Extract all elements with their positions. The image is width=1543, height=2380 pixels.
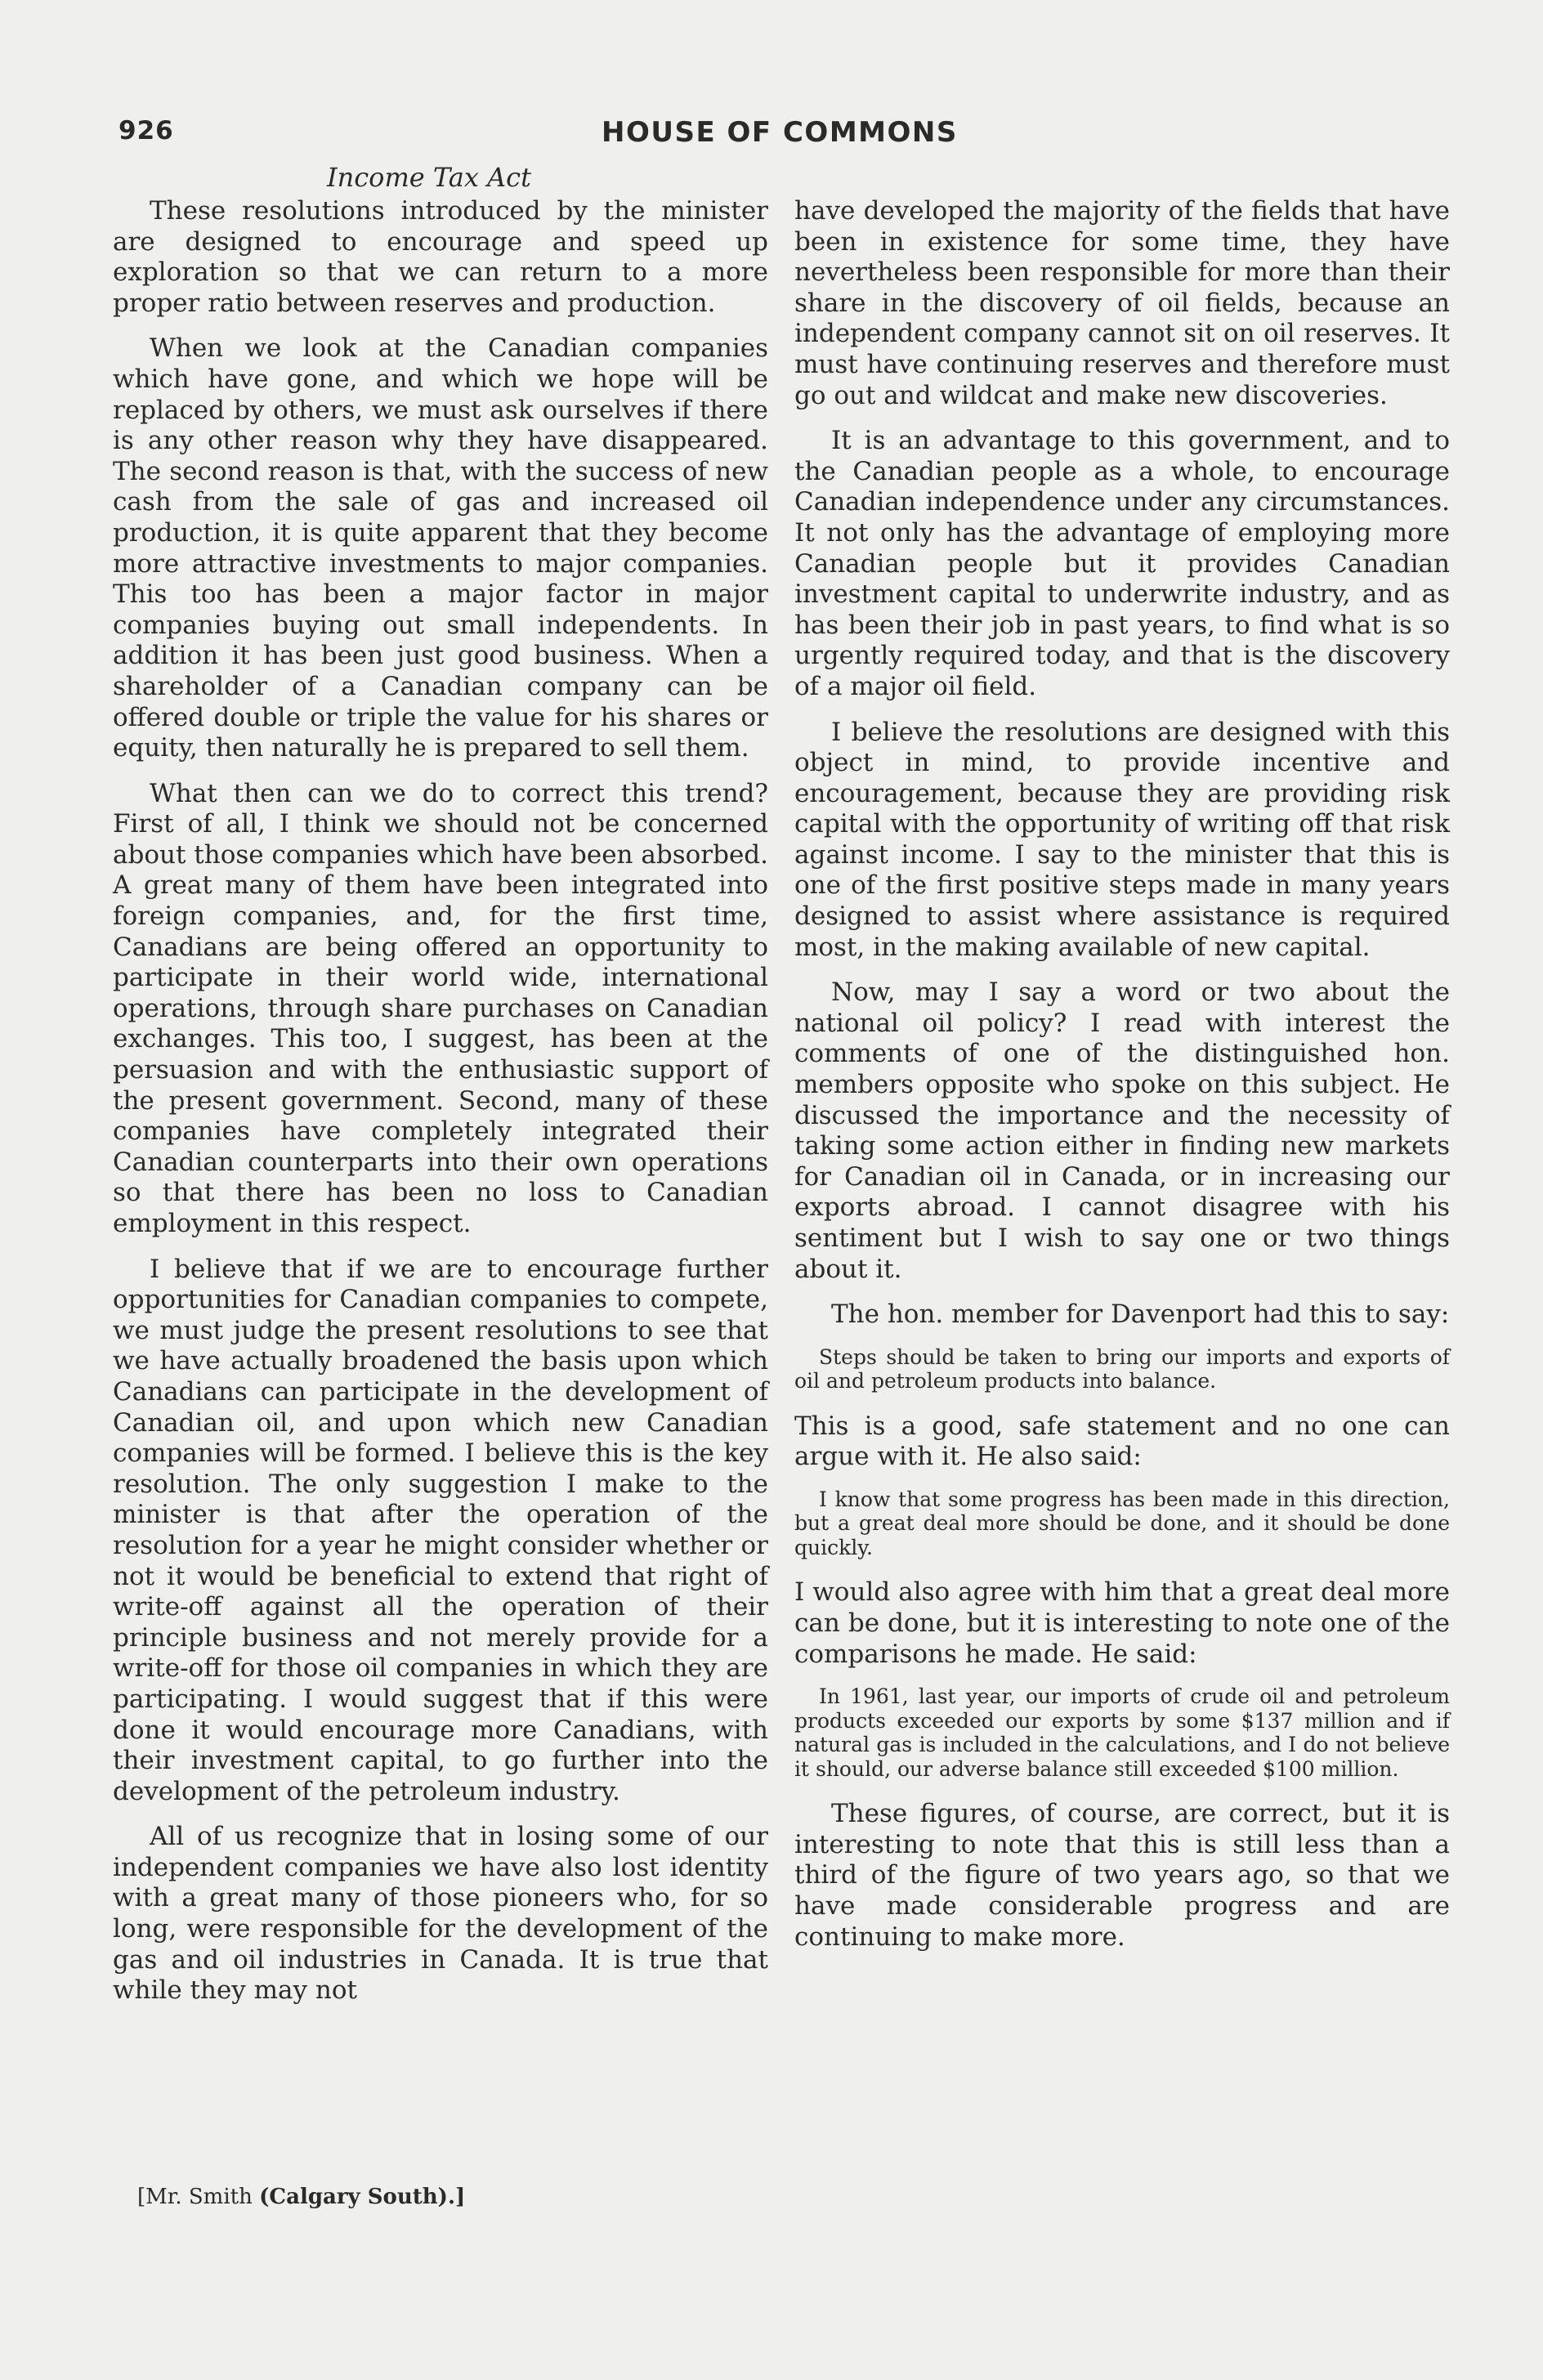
left-column (113, 196, 768, 2021)
paragraph: These resolutions introduced by the minister are designed to encourage and speed up exploration so that we can return to a more proper ratio between reserves and production. (113, 196, 768, 318)
paragraph-continued: have developed the majority of the fields that have been in existence for some time, they have nevertheless been responsible for more than their share in the discovery of oil fields, because an independent company cannot sit on oil reserves. It must have continuing reserves and therefore must go out and wildcat and make new discoveries. (794, 196, 1450, 410)
subject-heading: Income Tax Act (327, 162, 531, 193)
paragraph: What then can we do to correct this trend? First of all, I think we should not be concerned about those companies which have been absorbed. A great many of them have been integrated into foreign companies, and, for the first time, Canadians are being offered an opportunity to participate in their world wide, international operations, through share purchases on Canadian exchanges. This too, I suggest, has been at the persuasion and with the enthusiastic support of the present government. Second, many of these companies have completely integrated their Canadian counterparts into their own operations so that there has been no loss to Canadian employment in this respect. (113, 778, 768, 1238)
paragraph: I believe the resolutions are designed with this object in mind, to provide incentive and encouragement, because they are providing risk capital with the opportunity of writing off that risk against income. I say to the minister that this is one of the first positive steps made in many years designed to assist where assistance is required most, in the making available of new capital. (794, 717, 1450, 962)
paragraph: I would also agree with him that a great deal more can be done, but it is interesting to note one of the comparisons he made. He said: (794, 1577, 1450, 1669)
paragraph: All of us recognize that in losing some of our independent companies we have also lost identity with a great many of those pioneers who, for so long, were responsible for the development of the gas and oil industries in Canada. It is true that while they may not (113, 1822, 768, 2006)
running-head: HOUSE OF COMMONS (602, 116, 958, 149)
page-header (0, 116, 1543, 157)
right-column (794, 196, 1450, 1967)
speaker-riding: (Calgary South).] (259, 2185, 466, 2209)
paragraph: This is a good, safe statement and no one can argue with it. He also said: (794, 1411, 1450, 1472)
block-quote: In 1961, last year, our imports of crude oil and petroleum products exceeded our exports by some $137 million and if natural gas is included in the calculations, and I do not believe it should, our adverse balance still exceeded $100 million. (794, 1684, 1450, 1781)
speaker-name: [Mr. Smith (137, 2185, 253, 2209)
block-quote: Steps should be taken to bring our imports and exports of oil and petroleum products into balance. (794, 1344, 1450, 1394)
page-number: 926 (119, 116, 174, 145)
paragraph: It is an advantage to this government, and to the Canadian people as a whole, to encourage Canadian independence under any circumstances. It not only has the advantage of employing more Canadian people but it provides Canadian investment capital to underwrite industry, and as has been their job in past years, to find what is so urgently required today, and that is the discovery of a major oil field. (794, 426, 1450, 701)
block-quote: I know that some progress has been made in this direction, but a great deal more should be done, and it should be done quickly. (794, 1487, 1450, 1559)
speaker-footer (137, 2185, 465, 2209)
paragraph: Now, may I say a word or two about the national oil policy? I read with interest the comments of one of the distinguished hon. members opposite who spoke on this subject. He discussed the importance and the necessity of taking some action either in finding new markets for Canadian oil in Canada, or in increasing our exports abroad. I cannot disagree with his sentiment but I wish to say one or two things about it. (794, 978, 1450, 1284)
paragraph: I believe that if we are to encourage further opportunities for Canadian companies to compete, we must judge the present resolutions to see that we have actually broadened the basis upon which Canadians can participate in the development of Canadian oil, and upon which new Canadian companies will be formed. I believe this is the key resolution. The only suggestion I make to the minister is that after the operation of the resolution for a year he might consider whether or not it would be beneficial to extend that right of write-off against all the operation of their principle business and not merely provide for a write-off for those oil companies in which they are participating. I would suggest that if this were done it would encourage more Canadians, with their investment capital, to go further into the development of the petroleum industry. (113, 1254, 768, 1806)
paragraph: The hon. member for Davenport had this to say: (831, 1300, 1450, 1330)
paragraph: These figures, of course, are correct, but it is interesting to note that this is still less than a third of the figure of two years ago, so that we have made considerable progress and are continuing to make more. (794, 1799, 1450, 1952)
paragraph: When we look at the Canadian companies which have gone, and which we hope will be replaced by others, we must ask ourselves if there is any other reason why they have disappeared. The second reason is that, with the success of new cash from the sale of gas and increased oil production, it is quite apparent that they become more attractive investments to major companies. This too has been a major factor in major companies buying out small independents. In addition it has been just good business. When a shareholder of a Canadian company can be offered double or triple the value for his shares or equity, then naturally he is prepared to sell them. (113, 333, 768, 763)
